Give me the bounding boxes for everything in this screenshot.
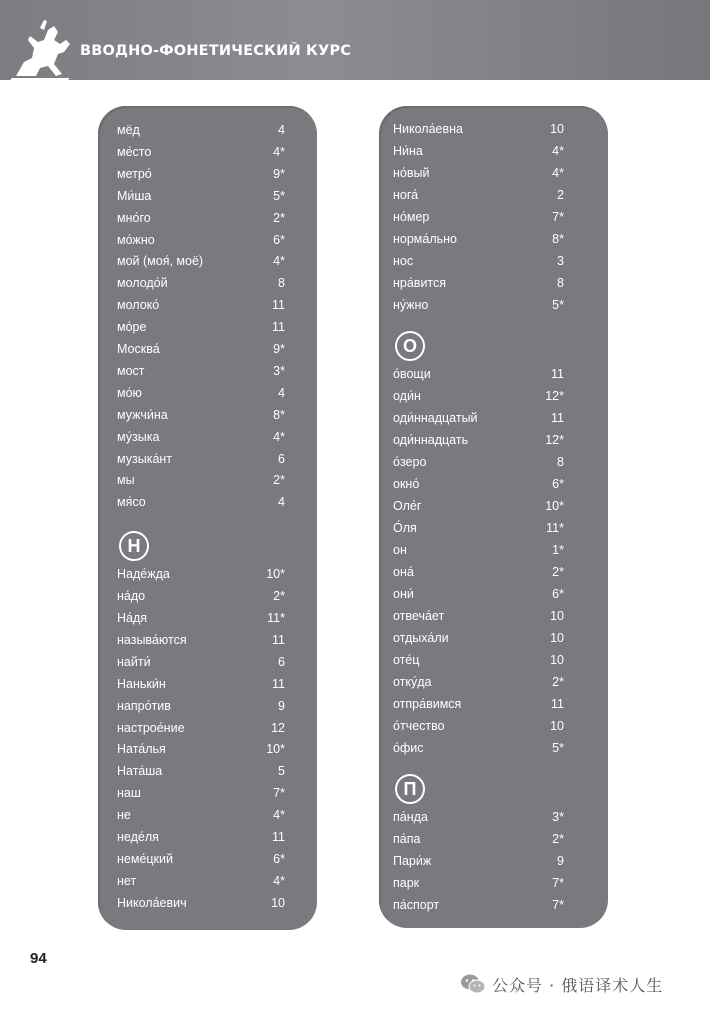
entry-word: Ната́лья <box>117 742 166 757</box>
entry-lesson-number: 11 <box>272 298 285 313</box>
page-header <box>0 0 710 80</box>
entry-word: отку́да <box>393 675 432 689</box>
vocabulary-entry <box>117 826 307 848</box>
entry-word: называ́ются <box>117 632 187 647</box>
vocabulary-entry <box>117 469 307 491</box>
entry-lesson-number: 3* <box>273 363 285 378</box>
entry-lesson-number: 5 <box>278 764 285 779</box>
entry-word: но́мер <box>393 210 430 224</box>
entry-word: му́зыка <box>117 429 160 444</box>
entry-lesson-number: 10* <box>266 742 285 757</box>
vocabulary-entry <box>117 141 307 163</box>
vocabulary-entry <box>393 894 598 916</box>
entry-lesson-number: 12* <box>545 433 564 447</box>
entry-word: о́тчество <box>393 719 445 733</box>
entry-word: Москва́ <box>117 342 160 356</box>
entry-lesson-number: 5* <box>552 298 564 312</box>
entry-word: молодо́й <box>117 276 168 291</box>
vocabulary-entry <box>393 429 598 451</box>
entry-lesson-number: 10 <box>550 653 564 667</box>
entry-lesson-number: 11 <box>272 632 285 647</box>
entry-word: о́зеро <box>393 455 427 469</box>
vocabulary-entry <box>117 229 307 251</box>
entry-word: наш <box>117 786 141 801</box>
entry-lesson-number: 11* <box>267 611 285 625</box>
entry-lesson-number: 11 <box>551 697 564 711</box>
vocabulary-entry <box>393 517 598 539</box>
entry-lesson-number: 5* <box>552 741 564 755</box>
entry-lesson-number: 8* <box>552 232 564 246</box>
vocabulary-entry <box>393 451 598 473</box>
vocabulary-entry <box>117 448 307 470</box>
entry-word: о́фис <box>393 741 424 755</box>
wechat-icon <box>460 973 486 995</box>
entry-lesson-number: 4 <box>278 385 285 400</box>
vocabulary-entry <box>393 806 598 828</box>
entry-word: неме́цкий <box>117 851 173 866</box>
vocabulary-entry <box>117 629 307 651</box>
vocabulary-entry <box>393 649 598 671</box>
entry-lesson-number: 4* <box>273 429 285 444</box>
vocabulary-entry <box>393 605 598 627</box>
entry-word: парк <box>393 876 420 890</box>
entry-word: Ната́ша <box>117 764 163 779</box>
entry-word: не <box>117 808 131 823</box>
vocabulary-entry <box>393 715 598 737</box>
entry-lesson-number: 4* <box>552 166 564 180</box>
vocabulary-entry <box>393 495 598 517</box>
entry-word: мо́жно <box>117 232 155 247</box>
entry-word: оди́ннадцать <box>393 433 469 447</box>
entry-word: метро́ <box>117 166 152 181</box>
watermark-text: 公众号 · 俄语译术人生 <box>492 975 664 995</box>
entry-word: мы <box>117 473 135 488</box>
vocabulary-entry <box>117 673 307 695</box>
entry-word: На́дя <box>117 611 148 625</box>
vocabulary-entry <box>393 828 598 850</box>
entry-lesson-number: 12* <box>545 389 564 403</box>
entry-lesson-number: 2* <box>273 589 285 604</box>
vocabulary-entry <box>393 737 598 759</box>
entry-word: отдыха́ли <box>393 631 449 645</box>
page-number: 94 <box>30 950 47 967</box>
entry-lesson-number: 10 <box>550 609 564 623</box>
entry-word: нра́вится <box>393 276 447 290</box>
vocabulary-entry <box>393 850 598 872</box>
entry-lesson-number: 6* <box>552 477 564 491</box>
vocabulary-entry <box>117 272 307 294</box>
entry-lesson-number: 6* <box>552 587 564 601</box>
horseman-statue-icon <box>10 18 80 80</box>
vocabulary-entry <box>117 651 307 673</box>
entry-word: Наде́жда <box>117 567 170 582</box>
vocabulary-entry <box>117 717 307 739</box>
entry-lesson-number: 4* <box>273 254 285 269</box>
entry-lesson-number: 4 <box>278 123 285 137</box>
entry-lesson-number: 7* <box>552 898 564 912</box>
entry-word: нос <box>393 254 414 268</box>
vocabulary-entry <box>393 363 598 385</box>
entry-word: найти́ <box>117 654 151 669</box>
entry-word: он <box>393 543 407 557</box>
entry-word: оди́ннадцатый <box>393 411 478 425</box>
vocabulary-entry <box>117 563 307 585</box>
entry-lesson-number: 10 <box>550 122 564 136</box>
entry-lesson-number: 9 <box>557 854 564 868</box>
entry-word: нет <box>117 873 137 888</box>
entry-word: па́спорт <box>393 898 440 912</box>
vocabulary-entry <box>117 695 307 717</box>
vocabulary-entry <box>393 272 598 294</box>
entry-word: она́ <box>393 565 414 579</box>
entry-lesson-number: 10* <box>545 499 564 513</box>
entry-lesson-number: 2* <box>273 210 285 225</box>
entry-word: мо́ю <box>117 385 142 400</box>
entry-lesson-number: 8 <box>557 276 564 290</box>
vocabulary-entry <box>117 294 307 316</box>
entry-lesson-number: 4* <box>273 144 285 159</box>
vocabulary-entry <box>117 738 307 760</box>
entry-lesson-number: 2* <box>273 473 285 488</box>
vocabulary-entry <box>393 872 598 894</box>
entry-lesson-number: 10 <box>271 895 285 910</box>
entry-word: они́ <box>393 587 414 601</box>
vocabulary-entry <box>117 491 307 513</box>
entry-word: Никола́евна <box>393 122 463 136</box>
entry-word: но́вый <box>393 166 430 180</box>
section-letter-badge: О <box>395 331 425 361</box>
entry-word: па́нда <box>393 810 428 824</box>
entry-lesson-number: 3 <box>557 254 564 268</box>
section-letter-badge: П <box>395 774 425 804</box>
vocabulary-entry <box>117 250 307 272</box>
entry-lesson-number: 6 <box>278 654 285 669</box>
vocabulary-entry <box>117 782 307 804</box>
entry-lesson-number: 7* <box>273 786 285 801</box>
vocabulary-entry <box>393 407 598 429</box>
vocabulary-entry <box>393 693 598 715</box>
entry-word: ну́жно <box>393 298 429 312</box>
entry-word: мой (моя́, моё) <box>117 254 204 269</box>
vocabulary-entry <box>393 627 598 649</box>
entry-lesson-number: 11 <box>272 676 285 691</box>
entry-lesson-number: 3* <box>552 810 564 824</box>
vocabulary-entry <box>117 585 307 607</box>
vocabulary-entry <box>393 583 598 605</box>
entry-lesson-number: 11 <box>551 367 564 381</box>
vocabulary-entry <box>117 848 307 870</box>
vocabulary-entry <box>117 404 307 426</box>
entry-word: на́до <box>117 589 146 604</box>
entry-word: мо́ре <box>117 320 147 335</box>
entry-word: Никола́евич <box>117 895 187 910</box>
vocabulary-entry <box>117 870 307 892</box>
entry-word: мёд <box>117 123 140 137</box>
vocabulary-entry <box>117 382 307 404</box>
entry-word: мя́со <box>117 495 146 510</box>
vocabulary-entry <box>393 228 598 250</box>
vocabulary-entry <box>117 892 307 914</box>
vocabulary-entry <box>393 473 598 495</box>
entry-word: напро́тив <box>117 698 171 713</box>
vocabulary-entry <box>117 607 307 629</box>
entry-word: О́ля <box>393 521 417 535</box>
entry-lesson-number: 4* <box>273 808 285 823</box>
vocabulary-entry <box>117 207 307 229</box>
entry-word: оди́н <box>393 389 421 403</box>
vocabulary-entry <box>117 804 307 826</box>
entry-word: неде́ля <box>117 830 159 844</box>
entry-lesson-number: 2* <box>552 565 564 579</box>
entry-word: Ни́на <box>393 144 423 158</box>
vocabulary-entry <box>393 294 598 316</box>
section-letter-badge: Н <box>119 531 149 561</box>
entry-lesson-number: 8* <box>273 407 285 422</box>
entry-word: мужчи́на <box>117 407 168 422</box>
entry-lesson-number: 11 <box>272 830 285 844</box>
vocabulary-entry <box>393 539 598 561</box>
entry-word: отвеча́ет <box>393 609 445 623</box>
entry-lesson-number: 6 <box>278 451 285 466</box>
entry-lesson-number: 10 <box>550 631 564 645</box>
vocabulary-entry <box>117 760 307 782</box>
vocabulary-entry <box>393 206 598 228</box>
entry-lesson-number: 9* <box>273 342 285 356</box>
vocabulary-entry <box>117 338 307 360</box>
vocabulary-entry <box>393 162 598 184</box>
vocabulary-entry <box>117 426 307 448</box>
entry-lesson-number: 10 <box>550 719 564 733</box>
entry-lesson-number: 4* <box>552 144 564 158</box>
vocabulary-entry <box>117 360 307 382</box>
vocabulary-entry <box>117 163 307 185</box>
entry-word: мост <box>117 363 145 378</box>
vocabulary-entry <box>117 316 307 338</box>
vocabulary-entry <box>117 185 307 207</box>
entry-word: Ми́ша <box>117 188 152 203</box>
vocabulary-entry <box>393 671 598 693</box>
entry-lesson-number: 6* <box>273 232 285 247</box>
entry-lesson-number: 6* <box>273 851 285 866</box>
entry-word: настрое́ние <box>117 720 185 735</box>
entry-lesson-number: 9* <box>273 166 285 181</box>
vocabulary-entry <box>393 250 598 272</box>
entry-lesson-number: 7* <box>552 876 564 890</box>
entry-word: мно́го <box>117 210 151 225</box>
entry-lesson-number: 2 <box>557 188 564 202</box>
entry-word: нога́ <box>393 188 419 202</box>
entry-lesson-number: 1* <box>552 543 564 557</box>
vocabulary-entry <box>393 140 598 162</box>
entry-lesson-number: 9 <box>278 698 285 713</box>
entry-lesson-number: 4* <box>273 873 285 888</box>
entry-lesson-number: 11 <box>551 411 564 425</box>
entry-lesson-number: 10* <box>266 567 285 582</box>
entry-word: окно́ <box>393 477 420 491</box>
entry-word: молоко́ <box>117 298 160 313</box>
entry-word: о́вощи <box>393 367 431 381</box>
entry-lesson-number: 8 <box>278 276 285 291</box>
entry-lesson-number: 4 <box>278 495 285 510</box>
entry-lesson-number: 11* <box>546 521 564 535</box>
vocabulary-entry <box>393 118 598 140</box>
entry-lesson-number: 2* <box>552 675 564 689</box>
entry-lesson-number: 11 <box>272 320 285 335</box>
entry-word: оте́ц <box>393 653 420 667</box>
entry-lesson-number: 12 <box>271 720 285 735</box>
vocabulary-column-left <box>98 106 317 930</box>
entry-word: Пари́ж <box>393 854 432 868</box>
entry-word: ме́сто <box>117 144 152 159</box>
entry-word: Наньки́н <box>117 676 166 691</box>
entry-word: норма́льно <box>393 232 458 246</box>
entry-lesson-number: 8 <box>557 455 564 469</box>
entry-lesson-number: 5* <box>273 188 285 203</box>
vocabulary-entry <box>393 184 598 206</box>
vocabulary-entry <box>393 385 598 407</box>
entry-lesson-number: 7* <box>552 210 564 224</box>
entry-word: отпра́вимся <box>393 697 462 711</box>
entry-lesson-number: 2* <box>552 832 564 846</box>
vocabulary-entry <box>117 119 307 141</box>
watermark <box>460 972 663 996</box>
vocabulary-entry <box>393 561 598 583</box>
entry-word: музыка́нт <box>117 451 173 466</box>
entry-word: па́па <box>393 832 421 846</box>
entry-word: Оле́г <box>393 499 422 513</box>
vocabulary-column-right <box>379 106 608 928</box>
header-title: ВВОДНО-ФОНЕТИЧЕСКИЙ КУРС <box>80 43 352 59</box>
